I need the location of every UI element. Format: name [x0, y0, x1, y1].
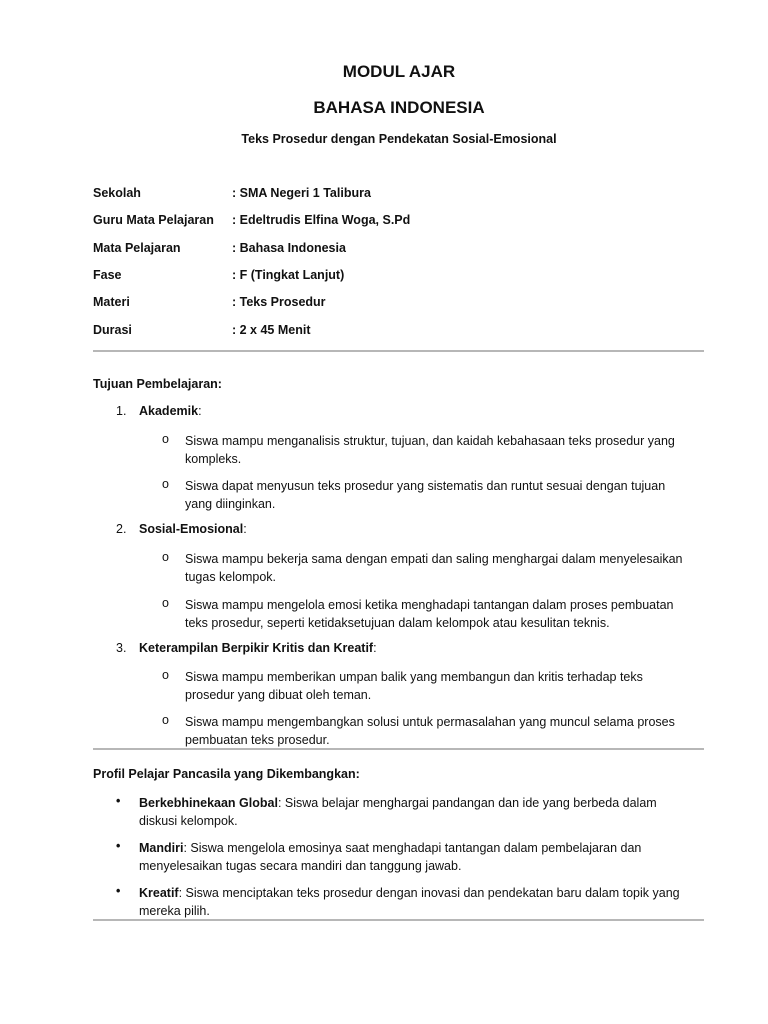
document-subtitle: Teks Prosedur dengan Pendekatan Sosial-Emosional	[241, 132, 557, 146]
section-divider	[93, 350, 704, 352]
profil-heading: Profil Pelajar Pancasila yang Dikembangkan:	[93, 767, 360, 781]
bullet-icon: •	[116, 794, 121, 808]
info-label: Fase	[93, 268, 122, 282]
bullet-icon: •	[116, 884, 121, 898]
tujuan-heading: Tujuan Pembelajaran:	[93, 377, 222, 391]
section-divider	[93, 919, 704, 921]
profil-term: Mandiri	[139, 841, 184, 855]
profil-term: Kreatif	[139, 886, 179, 900]
item-number: 3.	[116, 641, 127, 655]
subitem-text: Siswa mampu mengembangkan solusi untuk permasalahan yang muncul selama proses pembuatan teks prosedur.	[185, 715, 675, 747]
info-value: : F (Tingkat Lanjut)	[232, 268, 345, 282]
info-value: : Bahasa Indonesia	[232, 241, 346, 255]
info-value: : Teks Prosedur	[232, 295, 326, 309]
item-suffix: :	[243, 522, 247, 536]
profil-text: : Siswa belajar menghargai pandangan dan ide yang berbeda dalam diskusi kelompok.	[139, 796, 657, 828]
circle-bullet-icon: o	[162, 596, 169, 610]
info-value: : Edeltrudis Elfina Woga, S.Pd	[232, 213, 411, 227]
subitem-text: Siswa mampu bekerja sama dengan empati dan saling menghargai dalam menyelesaikan tugas kelompok.	[185, 552, 683, 584]
circle-bullet-icon: o	[162, 550, 169, 564]
info-label: Sekolah	[93, 186, 141, 200]
bullet-icon: •	[116, 839, 121, 853]
item-title: Sosial-Emosional	[139, 522, 244, 536]
subitem-text: Siswa dapat menyusun teks prosedur yang sistematis dan runtut sesuai dengan tujuan yang diinginkan.	[185, 479, 666, 511]
info-value: : SMA Negeri 1 Talibura	[232, 186, 371, 200]
subitem-text: Siswa mampu mengelola emosi ketika menghadapi tantangan dalam proses pembuatan teks prosedur, seperti ketidaksetujuan dalam kelompok atau kesulitan teknis.	[185, 598, 674, 630]
section-divider	[93, 748, 704, 750]
item-suffix: :	[198, 404, 202, 418]
circle-bullet-icon: o	[162, 713, 169, 727]
profil-text: : Siswa menciptakan teks prosedur dengan inovasi dan pendekatan baru dalam topik yang mereka pilih.	[139, 886, 680, 918]
info-label: Guru Mata Pelajaran	[93, 213, 214, 227]
info-label: Mata Pelajaran	[93, 241, 181, 255]
circle-bullet-icon: o	[162, 668, 169, 682]
item-number: 2.	[116, 522, 127, 536]
info-label: Materi	[93, 295, 130, 309]
document-subject: BAHASA INDONESIA	[313, 98, 485, 117]
circle-bullet-icon: o	[162, 477, 169, 491]
item-title: Keterampilan Berpikir Kritis dan Kreatif	[139, 641, 374, 655]
subitem-text: Siswa mampu memberikan umpan balik yang membangun dan kritis terhadap teks prosedur yang dibuat oleh teman.	[185, 670, 643, 702]
profil-term: Berkebhinekaan Global	[139, 796, 278, 810]
circle-bullet-icon: o	[162, 432, 169, 446]
info-label: Durasi	[93, 323, 132, 337]
item-number: 1.	[116, 404, 127, 418]
profil-text: : Siswa mengelola emosinya saat menghadapi tantangan dalam pembelajaran dan menyelesaikan tugas secara mandiri dan tanggung jawab.	[139, 841, 642, 873]
document-title: MODUL AJAR	[342, 62, 456, 81]
item-title: Akademik	[139, 404, 199, 418]
subitem-text: Siswa mampu menganalisis struktur, tujuan, dan kaidah kebahasaan teks prosedur yang kompleks.	[185, 434, 675, 466]
info-value: : 2 x 45 Menit	[232, 323, 311, 337]
item-suffix: :	[373, 641, 377, 655]
